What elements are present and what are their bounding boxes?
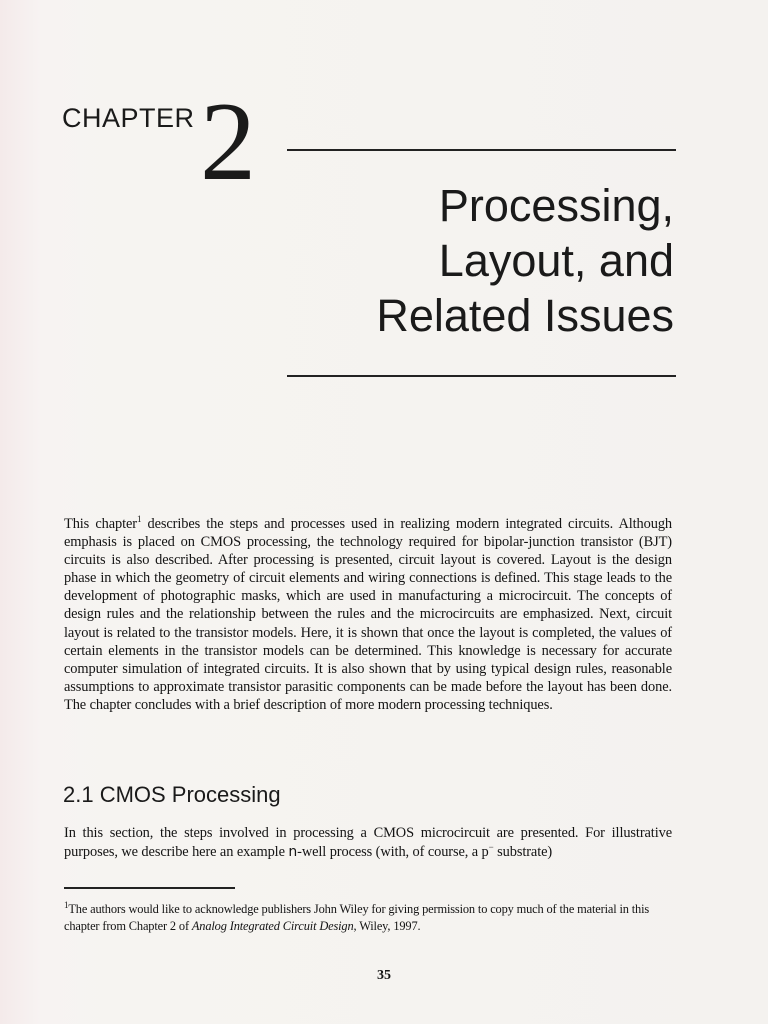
section-text-mid: -well process (with, of course, a p — [297, 843, 489, 860]
chapter-title-line: Related Issues — [376, 290, 674, 341]
footnote-text-start: The authors would like to acknowledge publishers John Wiley for giving permission to copy much of the material in this chapter from Chapter 2 of — [64, 902, 650, 933]
section-paragraph — [64, 824, 672, 861]
footnote — [64, 901, 672, 934]
book-title: Analog Integrated Circuit Design — [191, 918, 354, 933]
page-number: 35 — [377, 968, 391, 983]
footnote-marker: 1 — [64, 899, 69, 910]
section-heading: 2.1 CMOS Processing — [63, 782, 281, 807]
chapter-label: CHAPTER — [62, 103, 195, 133]
footnote-reference: 1 — [136, 514, 142, 525]
section-text-start: In this section, the steps involved in processing a CMOS microcircuit are presented. For illustrative purposes, we describe here an example — [64, 825, 672, 860]
title-rule-bottom — [287, 375, 676, 377]
intro-text-start: This chapter — [64, 516, 137, 532]
chapter-title-line: Processing, — [438, 180, 674, 231]
footnote-text-end: , Wiley, 1997. — [353, 918, 421, 933]
footnote-rule — [64, 887, 235, 889]
substrate-superscript: − — [488, 841, 494, 852]
intro-paragraph — [64, 515, 672, 714]
well-type: n — [288, 843, 298, 860]
intro-text-rest: describes the steps and processes used in realizing modern integrated circuits. Although emphasis is placed on CMOS processing, the technology required for bipolar-junction transistor (BJT) circuits is also described. After processing is presented, circuit layout is covered. Layout is the design phase in which the geometry of circuit elements and wiring connections is defined. This stage leads to the development of photographic masks, which are used in manufacturing a microcircuit. The concepts of design rules and the relationship between the rules and the microcircuits are emphasized. Next, circuit layout is related to the transistor models. Here, it is shown that once the layout is completed, the values of certain elements in the transistor models can be determined. This knowledge is necessary for accurate computer simulation of integrated circuits. It is also shown that by using typical design rules, reasonable assumptions to approximate transistor parasitic components can be made before the layout has been done. The chapter concludes with a brief description of more modern processing techniques. — [64, 516, 673, 713]
chapter-title-line: Layout, and — [438, 235, 674, 286]
title-rule-top — [287, 149, 676, 151]
section-text-end: substrate) — [493, 843, 553, 860]
chapter-title — [254, 178, 674, 343]
chapter-number: 2 — [200, 80, 256, 204]
